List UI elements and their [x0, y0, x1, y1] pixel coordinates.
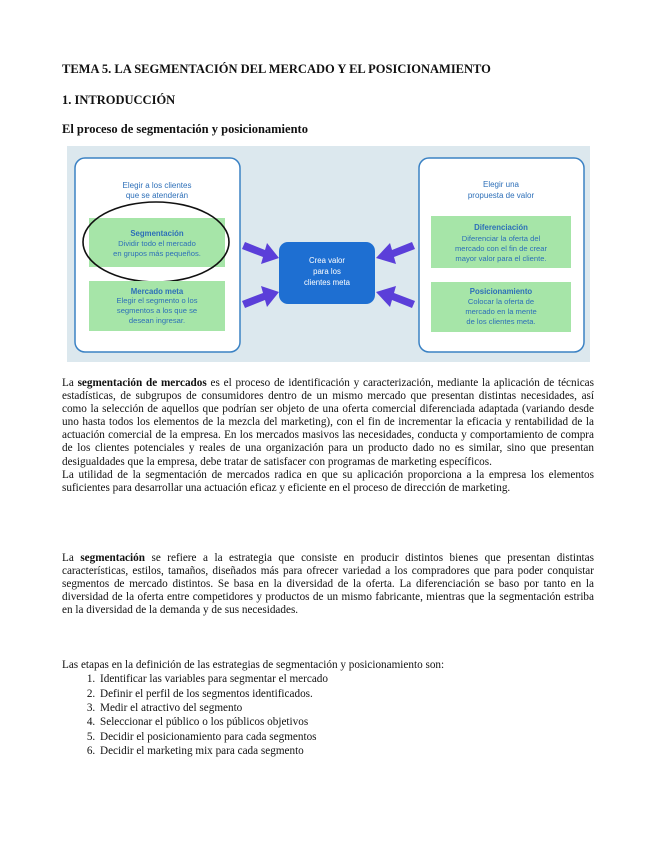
segmentacion-line2: en grupos más pequeños.: [113, 249, 201, 258]
right-header-line1: Elegir una: [482, 180, 520, 189]
center-line3: clientes meta: [304, 278, 350, 287]
posicionamiento-line3: de los clientes meta.: [466, 317, 536, 326]
posicionamiento-line1: Colocar la oferta de: [467, 297, 535, 306]
diferenciacion-title: Diferenciación: [474, 223, 528, 232]
posicionamiento-title: Posicionamiento: [469, 287, 533, 296]
stages-list: [62, 672, 594, 758]
list-item: 5. Decidir el posicionamiento para cada segmentos: [98, 730, 594, 744]
left-header-line2: que se atenderán: [125, 191, 189, 200]
list-item: 2. Definir el perfil de los segmentos identificados.: [98, 687, 594, 701]
page-title: TEMA 5. LA SEGMENTACIÓN DEL MERCADO Y EL POSICIONAMIENTO: [62, 62, 491, 76]
diferenciacion-line2: mercado con el fin de crear: [454, 244, 548, 253]
paragraph1-main: [62, 377, 594, 469]
segmentation-diagram: [67, 146, 590, 362]
stages-intro: Las etapas en la definición de las estrategias de segmentación y posicionamiento son:: [62, 659, 445, 671]
paragraph2-text: se refiere a la estrategia que consiste en producir distintos bienes que presentan distintas características, estilos, tamaños, diseñados más para ofrecer variedad a los compradores que para poder conquistar segmentos de mercado distintos. Se basa en la diversidad de la oferta. La diferenciación se baso por tanto en la diversidad de la oferta entre competidores y productos de un mismo fabricante, mientras que la segmentación estriba en la diversidad de la demanda y de sus necesidades.: [62, 552, 594, 617]
center-line2: para los: [313, 267, 341, 276]
paragraph-segmentacion: [62, 552, 594, 617]
paragraph-segmentacion-mercados: [62, 377, 594, 495]
subsection-heading: El proceso de segmentación y posicionamiento: [62, 122, 308, 136]
mercado-meta-line2: segmentos a los que se: [116, 306, 198, 315]
diferenciacion-line1: Diferenciar la oferta del: [461, 234, 541, 243]
segmentacion-title: Segmentación: [130, 229, 184, 238]
posicionamiento-line2: mercado en la mente: [465, 307, 537, 316]
segmentacion-line1: Dividir todo el mercado: [118, 239, 196, 248]
mercado-meta-title: Mercado meta: [130, 287, 184, 296]
section-heading: 1. INTRODUCCIÓN: [62, 93, 176, 107]
list-item: 6. Decidir el marketing mix para cada segmento: [98, 744, 594, 758]
list-item: 1. Identificar las variables para segmentar el mercado: [98, 672, 594, 686]
stages-section: [62, 659, 594, 759]
list-item: 3. Medir el atractivo del segmento: [98, 701, 594, 715]
term-segmentacion-mercados: segmentación de mercados: [77, 377, 207, 389]
mercado-meta-line1: Elegir el segmento o los: [116, 296, 198, 305]
paragraph1-text: es el proceso de identificación y caracterización, mediante la aplicación de técnicas estadísticas, de subgrupos de consumidores dentro de un mismo mercado que presentan distintas necesidades, así como la selección de aquellos que podrían ser objeto de una oferta comercial diferenciada adaptada (variando desde uno hasta todos los elementos de la mezcla del marketing), con el fin de incrementar la eficacia y rentabilidad de la actuación comercial de la empresa. En los mercados masivos las necesidades, conducta y comportamiento de compra de los clientes potenciales y reales de una organización para un producto dado no es similar, sino que presentan desigualdades que la empresa, debe tratar de satisfacer con programas de marketing específicos.: [62, 377, 594, 468]
right-header-line2: propuesta de valor: [467, 191, 535, 200]
paragraph1-utility: La utilidad de la segmentación de mercados radica en que su aplicación proporciona a la empresa los elementos suficientes para desarrollar una actuación eficaz y eficiente en el proceso de dirección de marketing.: [62, 468, 594, 494]
left-header-line1: Elegir a los clientes: [122, 181, 192, 190]
center-line1: Crea valor: [309, 256, 345, 265]
list-item: 4. Seleccionar el público o los públicos objetivos: [98, 715, 594, 729]
paragraph1-lead: La: [62, 377, 78, 389]
term-segmentacion: segmentación: [80, 552, 145, 564]
diferenciacion-line3: mayor valor para el cliente.: [455, 254, 547, 263]
mercado-meta-line3: desean ingresar.: [128, 316, 186, 325]
paragraph2-lead: La: [62, 552, 81, 564]
